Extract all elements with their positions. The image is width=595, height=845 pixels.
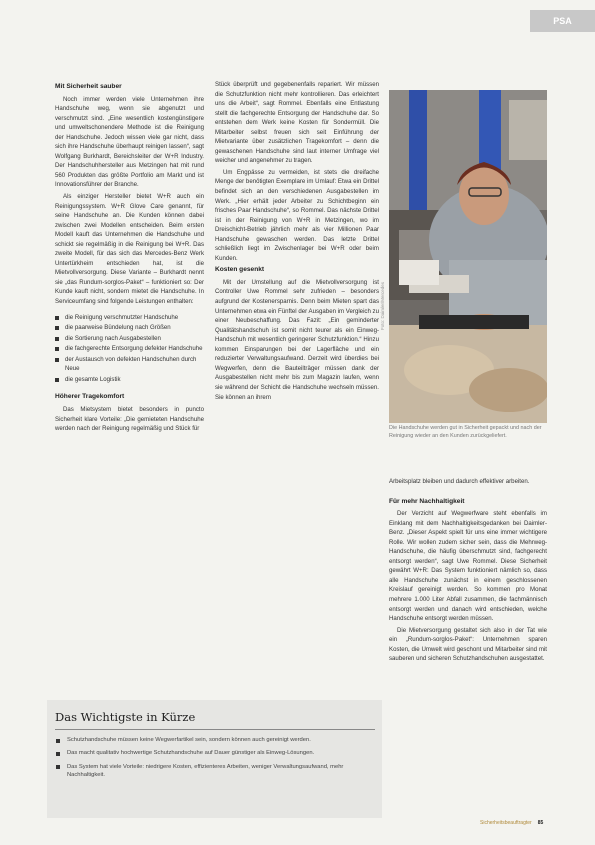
column-3: [389, 477, 547, 666]
page-footer: [480, 820, 543, 826]
paragraph: Um Engpässe zu vermeiden, ist stets die dreifache Menge der benötigten Exemplare im Umlauf: Etwa ein Drittel befindet sich an den verschiedenen Ausgabestellen im Werk. „Hier erhält jeder Arbeiter zu Schichtbeginn ein frisches Paar Handschuhe“, so Rommel. Das nächste Drittel ist in der Reinigung von W+R in Metzingen, wo im Dreischicht-Betrieb jährlich mehr als vier Millionen Paar Handschuhe gewaschen werden. Das letzte Drittel schließlich liegt im Zwischenlager bei W+R oder beim Kunden.: [215, 168, 379, 262]
paragraph: Stück überprüft und gegebenenfalls repariert. Wir müssen die Schutzfunktion nicht mehr kontrollieren. Das erleichtert uns die Arbeit“, sagt Rommel. Ebenfalls eine Entlastung stellt die fachgerechte Entsorgung der Handschuhe dar. So entstehen dem Werk keine Kosten für Sondermüll. Die Mitarbeiter selbst freuen sich seit Einführung der Mietvariante über zusätzlichen Tragekomfort – denn die gewaschenen Handschuhe sind laut interner Umfrage viel weicher und angenehmer zu tragen.: [215, 81, 379, 165]
paragraph: Der Verzicht auf Wegwerfware steht ebenfalls im Einklang mit dem Nachhaltigkeitsgedanken bei Daimler-Benz. „Dieser Aspekt spielt für uns eine immer wichtigere Rolle. Wir wollen zudem sicher sein, dass die Mehrweg-Handschuhe, die häufig überschmutzt sind, fachgerecht entsorgt werden“, sagt Uwe Rommel. Diese Sicherheit gewährt W+R: Das System funktioniert nämlich so, dass alle Handschuhe zunächst in einem geschlossenen Kreislauf gereinigt werden. So kommen pro Monat mehrere 1.000 Liter Abfall zusammen, die fachmännisch entsorgt werden und danach wird entschieden, welche Handschuhe entsorgt werden müssen.: [389, 510, 547, 623]
summary-box: [47, 700, 382, 818]
paragraph: Als einziger Hersteller bietet W+R auch ein Reinigungssystem. W+R Glove Care genannt, für seine Handschuhe an. Die Kunden können dabei zwischen zwei Modellen entscheiden. Beim ersten Modell kauft das Unternehmen die Handschuhe und schickt sie regelmäßig in die Reinigung bei W+R. Das zweite Modell, für das sich das Mercedes-Benz Werk Untertürkheim entschieden hat, ist die Mietvollversorgung. Diese Variante – Burkhardt nennt sie „das Rundum-sorglos-Paket“ – funktioniert so: Der Kunde kauft nicht, sondern mietet die Handschuhe. In Serviceumfang sind folgende Leistungen enthalten:: [55, 193, 204, 306]
column-2: [215, 80, 379, 404]
paragraph: Mit der Umstellung auf die Mietvollversorgung ist Controller Uwe Rommel sehr zufrieden – besonders aufgrund der Kostenersparnis. Denn beim Mieten spart das Unternehmen etwa ein Fünftel der Ausgaben im Vergleich zu einer Neubeschaffung. Das Fazit: „Ein geminderter Qualitätshandschuh ist somit nicht teurer als ein Einweg-Handschuh mit wesentlich geringerer Schutzfunktion.“ Hinzu kommen Einsparungen bei der Lagerfläche und ein reduzierter Verwaltungsaufwand. Derzeit wird überdies bei Wegwerfen, denn die Bauteilträger müssen dank der Ausgabestellen nicht mehr bis zum Magazin laufen, wenn sie während der Schicht die Handschuhe wechseln müssen. Sie können an ihrem: [215, 278, 379, 401]
paragraph: Noch immer werden viele Unternehmen ihre Handschuhe weg, wenn sie abgenutzt und verschmutzt sind. „Eine wesentlich kostengünstigere und umweltschonendere Methode ist die Reinigung der Handschuhe. Jedoch wissen viele gar nicht, dass sich ihre Handschuhe überhaupt reinigen lassen“, sagt Wolfgang Burkhardt, Bereichsleiter der W+R Industry. Der Handschuhhersteller aus Metzingen hat mit rund 560 Produkten das größte Portfolio am Markt und ist Innovationsführer der Branche.: [55, 95, 204, 189]
page-number: 85: [537, 820, 544, 826]
column-1: [55, 80, 204, 436]
paragraph: Die Mietversorgung gestaltet sich also in der Tat wie ein „Rundum-sorglos-Paket“: Unternehmen sparen Kosten, die Umwelt wird geschont und Mitarbeiter sind mit sauberen und sicheren Schutzhandschuhen ausgestattet.: [389, 626, 547, 663]
divider: [55, 729, 375, 730]
worker-photo: [389, 90, 547, 423]
photo-credit: Foto: Daimler/Mercedes: [380, 281, 385, 330]
section-tab: PSA: [530, 10, 595, 32]
subheading: Höherer Tragekomfort: [55, 393, 125, 401]
list-item: der Austausch von defekten Handschuhen durch Neue: [55, 355, 204, 374]
list-item: die fachgerechte Entsorgung defekter Handschuhe: [55, 344, 204, 354]
paragraph: Das Mietsystem bietet besonders in puncto Sicherheit klare Vorteile: „Die gemieteten Handschuhe werden nach der Reinigung regelmäßig und Stück für: [55, 405, 204, 433]
list-item: die paarweise Bündelung nach Größen: [55, 323, 204, 333]
summary-item: Das macht qualitativ hochwertige Schutzhandschuhe auf Dauer günstiger als Einweg-Lösungen.: [55, 749, 375, 757]
subheading: Kosten gesenkt: [215, 266, 265, 274]
paragraph: Arbeitsplatz bleiben und dadurch effektiver arbeiten.: [389, 478, 530, 485]
list-item: die gesamte Logistik: [55, 375, 204, 385]
photo-caption: Die Handschuhe werden gut in Sicherheit gepackt und nach der Reinigung wieder an den Kunden zurückgeliefert.: [389, 425, 542, 439]
list-item: die Reinigung verschmutzter Handschuhe: [55, 313, 204, 323]
subheading: Für mehr Nachhaltigkeit: [389, 497, 465, 505]
summary-item: Schutzhandschuhe müssen keine Wegwerfartikel sein, sondern können auch gereinigt werden.: [55, 736, 375, 744]
summary-list: [55, 736, 375, 785]
service-list: [55, 313, 204, 385]
list-item: die Sortierung nach Ausgabestellen: [55, 334, 204, 344]
summary-item: Das System hat viele Vorteile: niedrigere Kosten, effizienteres Arbeiten, weniger Verwaltungsaufwand, mehr Nachhaltigkeit.: [55, 763, 375, 780]
summary-title: Das Wichtigste in Kürze: [55, 710, 196, 724]
footer-label: Sicherheitsbeauftragter: [480, 820, 532, 826]
sewing-worker-image: [389, 90, 547, 423]
subheading: Mit Sicherheit sauber: [55, 83, 122, 90]
